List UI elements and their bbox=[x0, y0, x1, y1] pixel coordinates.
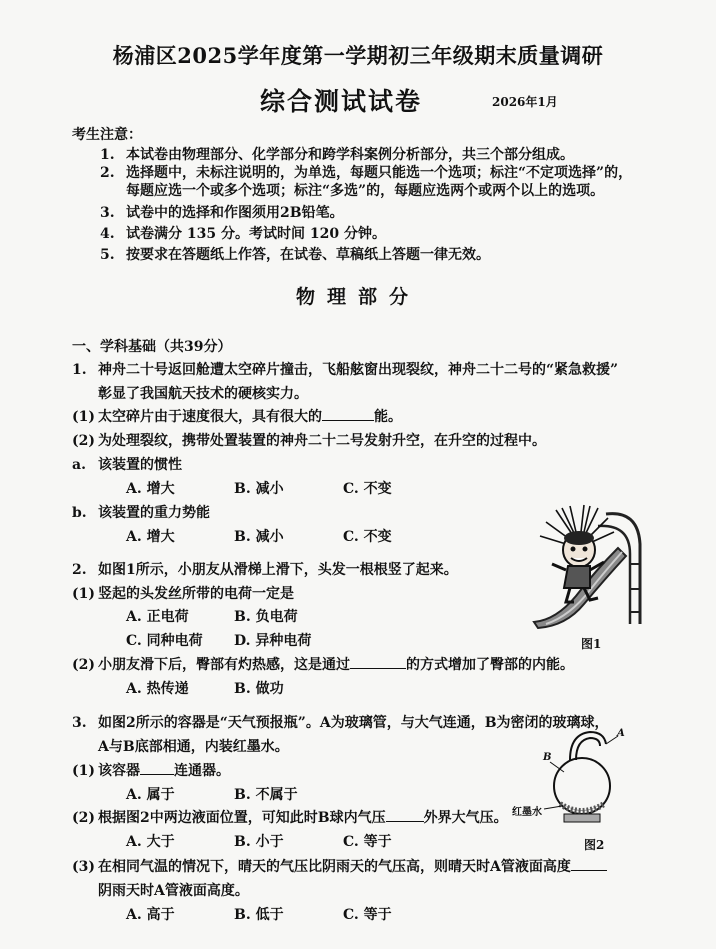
part-heading: 一、学科基础（共39分） bbox=[72, 339, 232, 355]
notice-num: 1. bbox=[100, 147, 115, 163]
q2-stem bbox=[72, 559, 458, 579]
exam-subtitle: 综合测试试卷 bbox=[260, 87, 423, 116]
q-text: 为处理裂纹，携带处置装置的神舟二十二号发射升空，在升空的过程中。 bbox=[98, 433, 546, 449]
q-text: 该装置的惯性 bbox=[98, 457, 182, 473]
q-text: 该容器 bbox=[98, 763, 140, 779]
q1-sub-b bbox=[72, 502, 210, 522]
answer-blank[interactable] bbox=[386, 807, 424, 822]
sub-num: (2) bbox=[72, 657, 95, 673]
q-text: 竖起的头发丝所带的电荷一定是 bbox=[98, 586, 294, 602]
option[interactable]: C. 不变 bbox=[343, 529, 392, 545]
option[interactable]: B. 做功 bbox=[234, 681, 284, 697]
q3-stem bbox=[72, 712, 609, 732]
section-title: 物理部分 bbox=[295, 286, 420, 308]
exam-date: 2026年1月 bbox=[492, 95, 558, 109]
option[interactable]: B. 不属于 bbox=[234, 787, 298, 803]
q-text: 根据图2中两边液面位置，可知此时B球内气压 bbox=[98, 810, 386, 826]
option[interactable]: A. 高于 bbox=[126, 907, 175, 923]
notice-item-4 bbox=[100, 223, 386, 243]
notice-num: 5. bbox=[100, 247, 115, 263]
figure-2-label-ink: 红墨水 bbox=[512, 807, 542, 818]
q3-stem-cont: A与B底部相通，内装红墨水。 bbox=[98, 739, 289, 755]
q-text: 太空碎片由于速度很大，具有很大的 bbox=[98, 409, 322, 425]
answer-blank[interactable] bbox=[322, 406, 374, 421]
option[interactable]: C. 不变 bbox=[343, 481, 392, 497]
option[interactable]: B. 减小 bbox=[234, 529, 284, 545]
q3-sub1 bbox=[72, 760, 230, 780]
notice-item-2-cont: 每题应选一个或多个选项；标注“多选”的，每题应选两个或两个以上的选项。 bbox=[126, 183, 605, 199]
option[interactable]: A. 正电荷 bbox=[126, 609, 189, 625]
q-num: 3. bbox=[72, 715, 87, 731]
q-text: 小朋友滑下后，臀部有灼热感，这是通过 bbox=[98, 657, 350, 673]
exam-title: 杨浦区2025学年度第一学期初三年级期末质量调研 bbox=[112, 43, 604, 68]
figure-2-weather-bottle bbox=[530, 726, 630, 828]
answer-blank[interactable] bbox=[140, 760, 174, 775]
answer-blank[interactable] bbox=[571, 856, 607, 871]
notice-item-1 bbox=[100, 144, 574, 164]
option[interactable]: C. 等于 bbox=[343, 834, 392, 850]
sub-num: (1) bbox=[72, 409, 95, 425]
q-text: 神舟二十号返回舱遭太空碎片撞击，飞船舷窗出现裂纹，神舟二十二号的“紧急救援” bbox=[98, 362, 619, 378]
figure-2-label: 图2 bbox=[584, 838, 605, 852]
q1-sub2 bbox=[72, 430, 546, 450]
notice-text: 试卷中的选择和作图须用2B铅笔。 bbox=[126, 205, 344, 221]
option[interactable]: B. 低于 bbox=[234, 907, 284, 923]
option[interactable]: A. 增大 bbox=[126, 529, 175, 545]
q-text: 在相同气温的情况下，晴天的气压比阴雨天的气压高，则晴天时A管液面高度 bbox=[98, 859, 571, 875]
option[interactable]: B. 负电荷 bbox=[234, 609, 298, 625]
notice-item-5 bbox=[100, 244, 490, 264]
sub-num: a. bbox=[72, 457, 86, 473]
notice-item-2 bbox=[100, 162, 632, 182]
q3-sub3 bbox=[72, 856, 607, 876]
q1-stem-cont: 彰显了我国航天技术的硬核实力。 bbox=[98, 386, 308, 402]
notice-num: 2. bbox=[100, 165, 115, 181]
q1-stem bbox=[72, 359, 618, 379]
notice-text: 本试卷由物理部分、化学部分和跨学科案例分析部分，共三个部分组成。 bbox=[126, 147, 574, 163]
option[interactable]: B. 小于 bbox=[234, 834, 284, 850]
notice-text: 试卷满分 135 分。考试时间 120 分钟。 bbox=[126, 226, 386, 242]
q-text: 如图1所示，小朋友从滑梯上滑下，头发一根根竖了起来。 bbox=[98, 562, 458, 578]
notice-item-3 bbox=[100, 202, 344, 222]
q-num: 2. bbox=[72, 562, 87, 578]
option[interactable]: A. 热传递 bbox=[126, 681, 189, 697]
option[interactable]: A. 增大 bbox=[126, 481, 175, 497]
notice-num: 4. bbox=[100, 226, 115, 242]
q-text: 外界大气压。 bbox=[423, 810, 508, 826]
option[interactable]: B. 减小 bbox=[234, 481, 284, 497]
sub-num: (3) bbox=[72, 859, 95, 875]
figure-2-label-b: B bbox=[543, 752, 552, 763]
q-text: 的方式增加了臀部的内能。 bbox=[406, 657, 574, 673]
sub-num: (1) bbox=[72, 586, 95, 602]
figure-1-slide-illustration bbox=[526, 504, 648, 630]
notice-text: 按要求在答题纸上作答，在试卷、草稿纸上答题一律无效。 bbox=[126, 247, 490, 263]
option[interactable]: A. 属于 bbox=[126, 787, 175, 803]
notice-text: 选择题中，未标注说明的，为单选，每题只能选一个选项；标注“不定项选择”的， bbox=[126, 165, 633, 181]
option[interactable]: C. 等于 bbox=[343, 907, 392, 923]
sub-num: (1) bbox=[72, 763, 95, 779]
sub-num: (2) bbox=[72, 433, 95, 449]
q-text: 连通器。 bbox=[174, 763, 230, 779]
notice-num: 3. bbox=[100, 205, 115, 221]
q1-sub-a bbox=[72, 454, 182, 474]
option[interactable]: D. 异种电荷 bbox=[234, 633, 312, 649]
q3-sub3-cont: 阴雨天时A管液面高度。 bbox=[98, 883, 249, 899]
option[interactable]: A. 大于 bbox=[126, 834, 175, 850]
q-num: 1. bbox=[72, 362, 87, 378]
q2-sub2 bbox=[72, 654, 574, 674]
q-text: 能。 bbox=[374, 409, 402, 425]
option[interactable]: C. 同种电荷 bbox=[126, 633, 203, 649]
figure-1-label: 图1 bbox=[581, 637, 602, 651]
q3-sub2 bbox=[72, 807, 508, 827]
answer-blank[interactable] bbox=[350, 654, 406, 669]
sub-num: (2) bbox=[72, 810, 95, 826]
q1-sub1 bbox=[72, 406, 402, 426]
q2-sub1 bbox=[72, 583, 294, 603]
q-text: 如图2所示的容器是“天气预报瓶”。A为玻璃管，与大气连通，B为密闭的玻璃球， bbox=[98, 715, 609, 731]
q-text: 该装置的重力势能 bbox=[98, 505, 210, 521]
sub-num: b. bbox=[72, 505, 87, 521]
figure-2-label-a: A bbox=[617, 728, 625, 739]
notice-heading: 考生注意： bbox=[72, 127, 142, 143]
